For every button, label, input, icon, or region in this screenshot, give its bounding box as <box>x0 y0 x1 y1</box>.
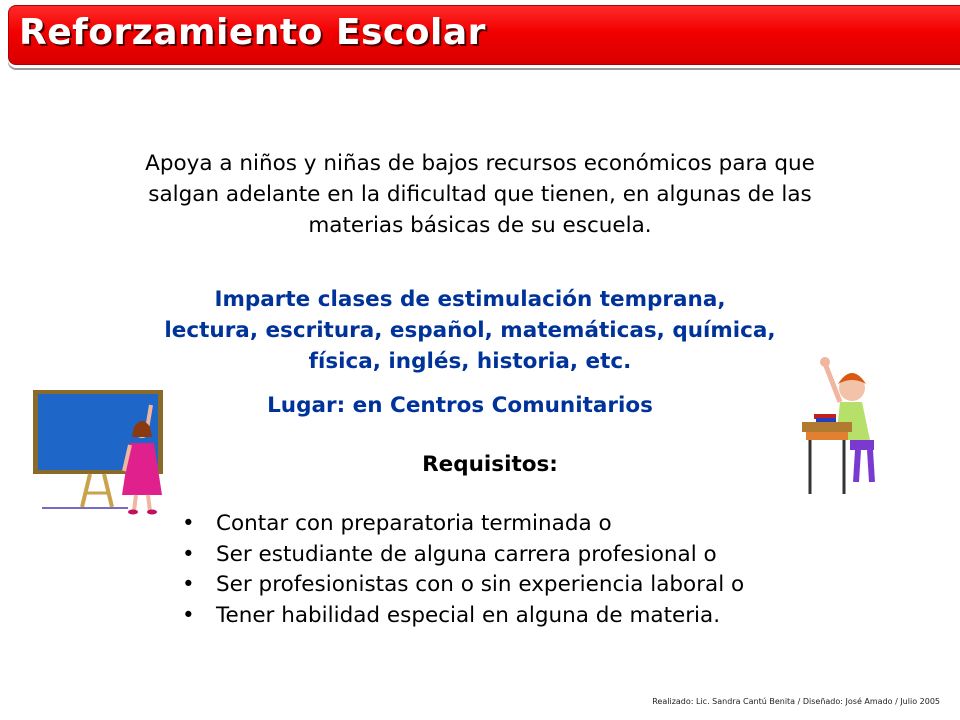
classes-paragraph <box>90 284 850 377</box>
bullet-icon: • <box>182 511 195 536</box>
girl-at-blackboard-icon <box>30 385 170 520</box>
requirements-list <box>176 509 856 631</box>
list-item <box>176 570 856 601</box>
intro-line: salgan adelante en la dificultad que tienen, en algunas de las <box>148 182 812 207</box>
requirements-title: Requisitos: <box>422 452 558 477</box>
list-item <box>176 509 856 540</box>
bullet-icon: • <box>182 541 195 567</box>
student-raising-hand-icon <box>800 350 900 498</box>
requirement-text: Ser estudiante de alguna carrera profesional o <box>216 541 717 567</box>
requirement-text: Ser profesionistas con o sin experiencia laboral o <box>216 572 745 597</box>
list-item <box>176 540 856 571</box>
intro-line: Apoya a niños y niñas de bajos recursos económicos para que <box>145 151 815 176</box>
page-title: Reforzamiento Escolar <box>19 12 486 53</box>
place-text: Lugar: en Centros Comunitarios <box>267 393 653 418</box>
classes-line: Imparte clases de estimulación temprana, <box>214 287 726 312</box>
title-banner <box>8 5 960 65</box>
bullet-icon: • <box>182 572 195 597</box>
intro-paragraph <box>90 148 870 241</box>
classes-line: física, inglés, historia, etc. <box>308 349 632 374</box>
intro-line: materias básicas de su escuela. <box>308 213 652 238</box>
requirement-text: Tener habilidad especial en alguna de materia. <box>216 602 721 628</box>
classes-line: lectura, escritura, español, matemáticas, química, <box>164 318 776 343</box>
bullet-icon: • <box>182 602 195 628</box>
footer-credits: Realizado: Lic. Sandra Cantú Benita / Diseñado: José Amado / Julio 2005 <box>652 697 940 706</box>
list-item <box>176 601 856 632</box>
requirement-text: Contar con preparatoria terminada o <box>216 511 612 536</box>
